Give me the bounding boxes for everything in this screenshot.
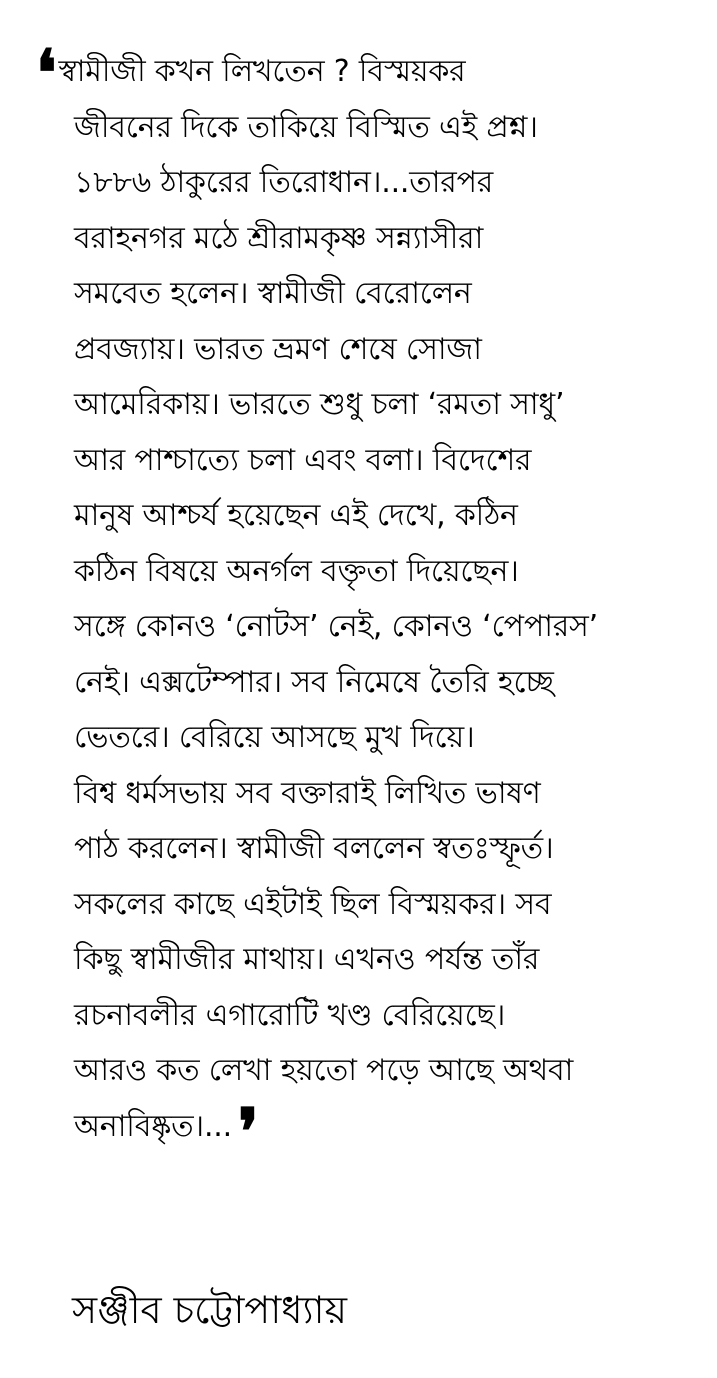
quote-line: নেই। এক্সটেম্পার। সব নিমেষে তৈরি হচ্ছে bbox=[74, 664, 554, 700]
quote-line: বিশ্ব ধর্মসভায় সব বক্তারাই লিখিত ভাষণ bbox=[74, 775, 541, 811]
quote-line bbox=[36, 36, 716, 111]
quote-line: আরও কত লেখা হয়তো পড়ে আছে অথবা bbox=[74, 1053, 574, 1088]
quote-line: সমবেত হলেন। স্বামীজী বেরোলেন bbox=[74, 276, 472, 311]
close-quote-mark: ❜ bbox=[237, 1094, 259, 1170]
quote-line: আর পাশ্চাত্যে চলা এবং বলা। বিদেশের bbox=[74, 442, 532, 478]
quote-line: প্রবজ্যায়। ভারত ভ্রমণ শেষে সোজা bbox=[74, 331, 482, 367]
quote-block bbox=[36, 36, 716, 1170]
quote-line: জীবনের দিকে তাকিয়ে বিস্মিত এই প্রশ্ন। bbox=[74, 109, 538, 145]
quote-line-text: অনাবিষ্কৃত।... bbox=[74, 1108, 232, 1144]
quote-line: মানুষ আশ্চর্য হয়েছেন এই দেখে, কঠিন bbox=[74, 498, 518, 533]
quote-line: আমেরিকায়। ভারতে শুধু চলা ‘রমতা সাধু’ bbox=[74, 387, 565, 422]
quote-line-text: স্বামীজী কখন লিখতেন ? বিস্ময়কর bbox=[58, 54, 466, 89]
quote-line: সঙ্গে কোনও ‘নোটস’ নেই, কোনও ‘পেপারস’ bbox=[74, 609, 598, 644]
quote-line bbox=[36, 1094, 716, 1170]
quote-line: রচনাবলীর এগারোটি খণ্ড বেরিয়েছে। bbox=[74, 997, 506, 1033]
quote-line: কিছু স্বামীজীর মাথায়। এখনও পর্যন্ত তাঁর bbox=[74, 942, 540, 977]
quote-line: পাঠ করলেন। স্বামীজী বললেন স্বতঃস্ফূর্ত। bbox=[74, 831, 554, 866]
quote-line: বরাহনগর মঠে শ্রীরামকৃষ্ণ সন্ন্যাসীরা bbox=[74, 220, 484, 256]
open-quote-mark: ❛ bbox=[36, 36, 57, 111]
quote-line: ১৮৮৬ ঠাকুরের তিরোধান।...তারপর bbox=[74, 165, 494, 200]
quote-line: কঠিন বিষয়ে অনর্গল বক্তৃতা দিয়েছেন। bbox=[74, 553, 519, 589]
quote-line: ভেতরে। বেরিয়ে আসছে মুখ দিয়ে। bbox=[74, 720, 475, 755]
quote-line: সকলের কাছে এইটাই ছিল বিস্ময়কর। সব bbox=[74, 886, 552, 922]
author-name: সঞ্জীব চট্টোপাধ্যায় bbox=[72, 1288, 347, 1332]
